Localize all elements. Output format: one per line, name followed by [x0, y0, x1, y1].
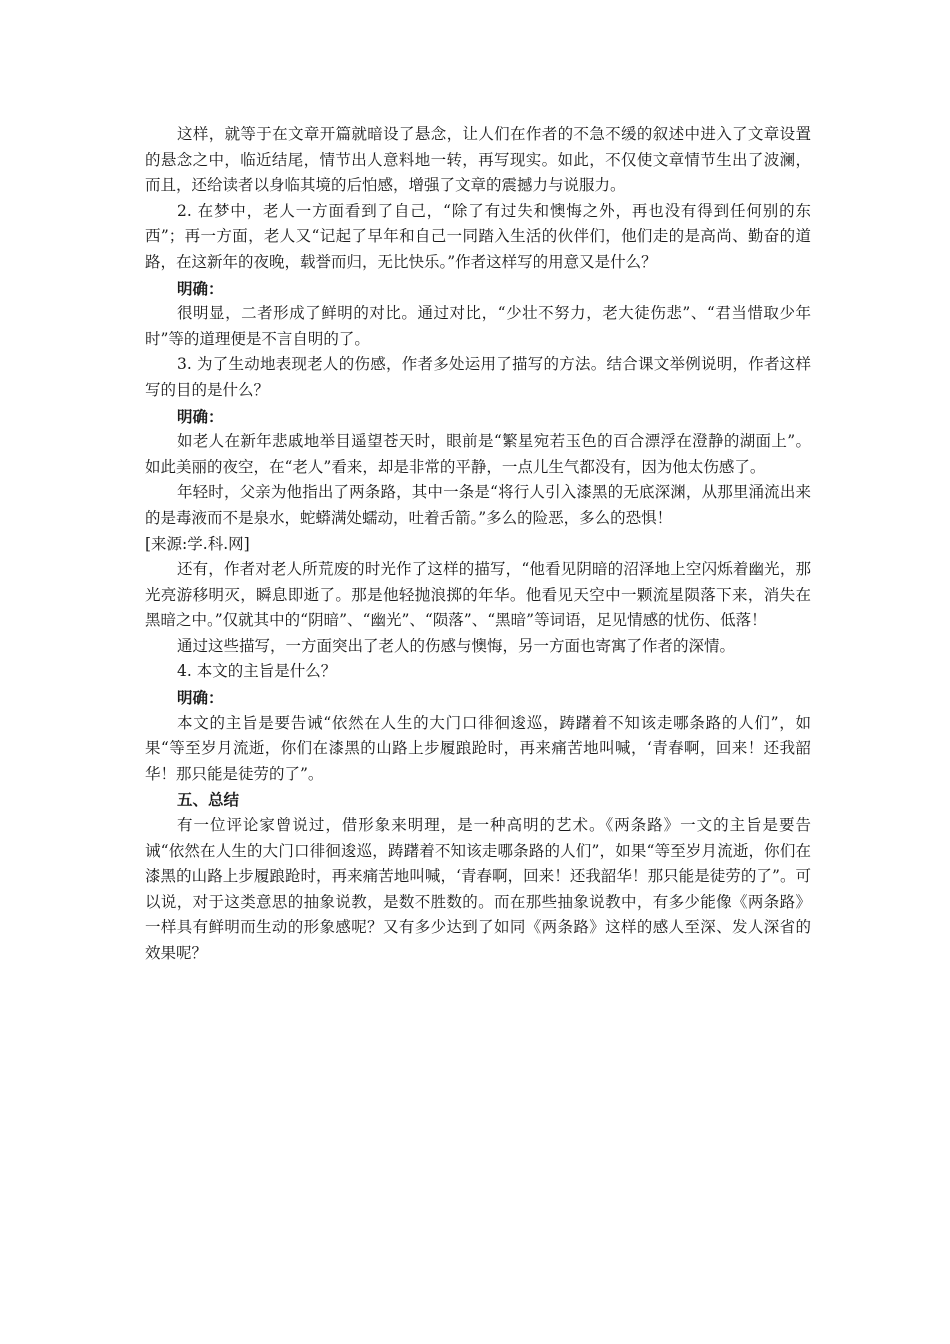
answer-label: 明确： [177, 406, 224, 426]
answer-3-paragraph: 年轻时，父亲为他指出了两条路，其中一条是“将行人引入漆黑的无底深渊，从那里涌流出来的是毒液而不是泉水，蛇蟒满处蠕动，吐着舌箭。”多么的险恶，多么的恐惧！ [145, 483, 811, 527]
answer-label: 明确： [177, 278, 224, 298]
answer-3-paragraph: 如老人在新年悲戚地举目遥望苍天时，眼前是“繁星宛若玉色的百合漂浮在澄静的湖面上”。如此美丽的夜空，在“老人”看来，却是非常的平静，一点儿生气都没有，因为他太伤感了。 [145, 432, 811, 476]
question-2: 2. 在梦中，老人一方面看到了自己，“除了有过失和懊悔之外，再也没有得到任何别的东西”；再一方面，老人又“记起了早年和自己一同踏入生活的伙伴们，他们走的是高尚、勤奋的道路，在这新年的夜晚，载誉而归，无比快乐。”作者这样写的用意又是什么？ [145, 201, 811, 271]
question-3: 3. 为了生动地表现老人的伤感，作者多处运用了描写的方法。结合课文举例说明，作者这样写的目的是什么？ [145, 355, 811, 399]
question-4: 4. 本文的主旨是什么？ [177, 662, 337, 681]
summary-paragraph: 有一位评论家曾说过，借形象来明理，是一种高明的艺术。《两条路》一文的主旨是要告诫“依然在人生的大门口徘徊逡巡，踌躇着不知该走哪条路的人们”，如果“等至岁月流逝，你们在漆黑的山路上步履踉跄时，再来痛苦地叫喊，‘青春啊，回来！还我韶华！那只能是徒劳的了”。可以说，对于这类意思的抽象说教，是数不胜数的。而在那些抽象说教中，有多少能像《两条路》一样具有鲜明而生动的形象感呢？又有多少达到了如同《两条路》这样的感人至深、发人深省的效果呢？ [145, 816, 811, 962]
answer-4: 本文的主旨是要告诫“依然在人生的大门口徘徊逡巡，踌躇着不知该走哪条路的人们”，如果“等至岁月流逝，你们在漆黑的山路上步履踉跄时，再来痛苦地叫喊，‘青春啊，回来！还我韶华！那只能是徒劳的了”。 [145, 713, 811, 783]
document-body [145, 122, 811, 967]
source-note: [来源:学.科.网] [145, 534, 250, 553]
answer-label: 明确： [177, 688, 224, 708]
paragraph-suspense: 这样，就等于在文章开篇就暗设了悬念，让人们在作者的不急不缓的叙述中进入了文章设置的悬念之中，临近结尾，情节出人意料地一转，再写现实。如此，不仅使文章情节生出了波澜，而且，还给读者以身临其境的后怕感，增强了文章的震撼力与说服力。 [145, 125, 811, 195]
answer-2: 很明显，二者形成了鲜明的对比。通过对比，“少壮不努力，老大徒伤悲”、“君当惜取少年时”等的道理便是不言自明的了。 [145, 304, 811, 348]
answer-3-paragraph: 还有，作者对老人所荒废的时光作了这样的描写，“他看见阴暗的沼泽地上空闪烁着幽光，那光亮游移明灭，瞬息即逝了。那是他轻抛浪掷的年华。他看见天空中一颗流星陨落下来，消失在黑暗之中。”仅就其中的“阴暗”、“幽光”、“陨落”、“黑暗”等词语，足见情感的忧伤、低落！ [145, 560, 811, 630]
section-heading-summary: 五、总结 [177, 790, 240, 810]
answer-3-paragraph: 通过这些描写，一方面突出了老人的伤感与懊悔，另一方面也寄寓了作者的深情。 [177, 636, 736, 655]
